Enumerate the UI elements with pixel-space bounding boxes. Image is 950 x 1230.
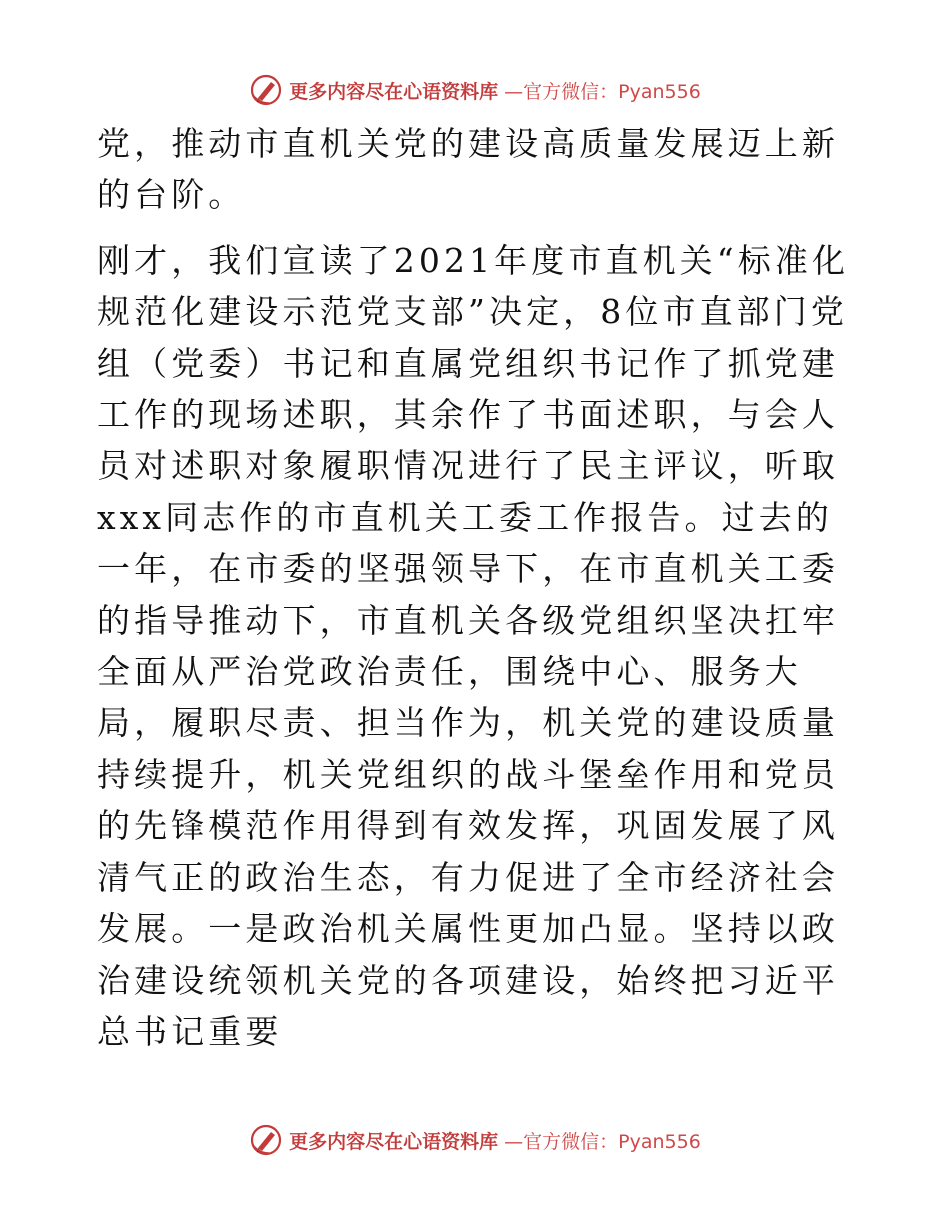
watermark-contact: —官方微信：Pyan556 <box>504 1130 701 1153</box>
red-pen-logo-icon <box>249 1123 283 1157</box>
red-pen-logo-icon <box>249 73 283 107</box>
footer-watermark <box>0 1120 950 1160</box>
watermark-text: 更多内容尽在心语资料库 <box>289 80 499 103</box>
document-body <box>97 118 857 1057</box>
watermark-contact: —官方微信：Pyan556 <box>504 80 701 103</box>
watermark-text: 更多内容尽在心语资料库 <box>289 1130 499 1153</box>
paragraph-2: 刚才，我们宣读了2021年度市直机关“标准化规范化建设示范党支部”决定，8位市直部门党组（党委）书记和直属党组织书记作了抓党建工作的现场述职，其余作了书面述职，与会人员对述职对象履职情况进行了民主评议，听取xxx同志作的市直机关工委工作报告。过去的一年，在市委的坚强领导下，在市直机关工委的指导推动下，市直机关各级党组织坚决扛牢全面从严治党政治责任，围绕中心、服务大局，履职尽责、担当作为，机关党的建设质量持续提升，机关党组织的战斗堡垒作用和党员的先锋模范作用得到有效发挥，巩固发展了风清气正的政治生态，有力促进了全市经济社会发展。一是政治机关属性更加凸显。坚持以政治建设统领机关党的各项建设，始终把习近平总书记重要 <box>97 240 850 1051</box>
paragraph-1: 党，推动市直机关党的建设高质量发展迈上新的台阶。 <box>97 124 839 215</box>
header-watermark <box>0 70 950 110</box>
